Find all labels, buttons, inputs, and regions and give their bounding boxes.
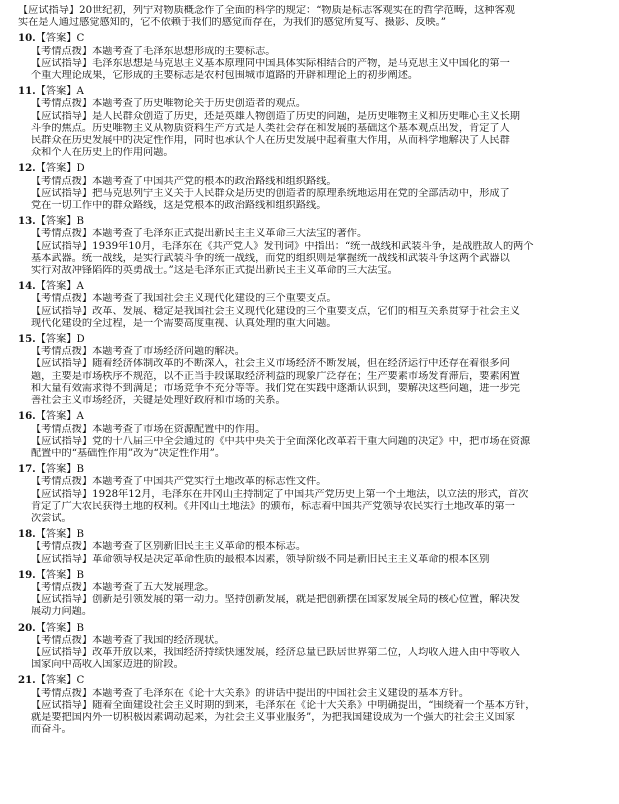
text-line bbox=[18, 70, 599, 82]
line-text: 【答案】B bbox=[35, 529, 84, 541]
line-text: 【应试指导】是人民群众创造了历史，还是英雄人物创造了历史的问题，是历史唯物主义和历史唯心主义长期 bbox=[31, 110, 520, 122]
text-line bbox=[18, 659, 599, 671]
line-text: 【应试指导】党的十八届三中全会通过的《中共中央关于全面深化改革若干重大问题的决定》中，把市场在资源 bbox=[31, 435, 531, 447]
line-text: 【答案】A bbox=[35, 86, 84, 98]
text-line bbox=[18, 228, 599, 240]
line-text: 众和个人在历史上的作用问题。 bbox=[31, 147, 174, 159]
line-text: 展动力问题。 bbox=[31, 606, 93, 618]
text-line bbox=[18, 241, 599, 253]
line-text: 【考情点拨】本题考查了市场在资源配置中的作用。 bbox=[31, 423, 266, 435]
line-text: 和大量有效需求得不到满足；市场竞争不充分等等。我们党在实践中逐渐认识到，要解决这些问题，进一步完 bbox=[31, 382, 520, 394]
line-text: 【应试指导】把马克思列宁主义关于人民群众是历史的创造者的原理系统地运用在党的全部活动中，形成了 bbox=[31, 187, 510, 199]
line-text: 【应试指导】改革、发展、稳定是我国社会主义现代化建设的三个重要支点，它们的相互关系贯穿于社会主义 bbox=[31, 305, 520, 317]
question-number: 13. bbox=[18, 215, 36, 228]
answer-item-q18 bbox=[18, 528, 599, 566]
answer-item-pre bbox=[18, 5, 599, 29]
question-number: 12. bbox=[18, 162, 36, 175]
line-text: 【答案】B bbox=[35, 622, 84, 634]
line-text: 【应试指导】1939年10月，毛泽东在《共产党人》发刊词》中指出：“统一战线和武装斗争，是战胜敌人的两个 bbox=[31, 240, 534, 252]
text-line bbox=[18, 32, 599, 45]
text-line bbox=[18, 489, 599, 501]
question-number: 15. bbox=[18, 333, 36, 346]
text-line bbox=[18, 501, 599, 513]
answer-item-q16 bbox=[18, 410, 599, 460]
line-text: 现代化建设的全过程，是一个需要高度重视、认真处理的重大问题。 bbox=[31, 317, 337, 329]
answer-item-q20 bbox=[18, 622, 599, 672]
text-line bbox=[18, 436, 599, 448]
line-text: 【考情点拨】本题考查了我国社会主义现代化建设的三个重要支点。 bbox=[31, 293, 337, 305]
line-text: 基本武器。统一战线，是实行武装斗争的统一战线，而党的组织则是掌握统一战线和武装斗争这两个武器以 bbox=[31, 252, 510, 264]
line-text: 党在一切工作中的群众路线，这是党根本的政治路线和组织路线。 bbox=[31, 200, 327, 212]
line-text: 【应试指导】20世纪初，列宁对物质概念作了全面的科学的规定：“物质是标志客观实在的哲学范畴，这种客观 bbox=[18, 5, 515, 16]
answer-item-q11 bbox=[18, 85, 599, 159]
text-line bbox=[18, 700, 599, 712]
line-text: 【答案】A bbox=[35, 411, 84, 423]
text-line bbox=[18, 513, 599, 525]
text-line bbox=[18, 346, 599, 358]
question-number: 16. bbox=[18, 410, 36, 423]
line-text: 【答案】C bbox=[35, 33, 85, 45]
line-text: 【应试指导】创新是引领发展的第一动力。坚持创新发展，就是把创新摆在国家发展全局的核心位置，解决发 bbox=[31, 594, 520, 606]
text-line bbox=[18, 424, 599, 436]
line-text: 【考情点拨】本题考查了中国共产党的根本的政治路线和组织路线。 bbox=[31, 175, 337, 187]
question-number: 11. bbox=[18, 85, 36, 98]
text-line bbox=[18, 253, 599, 265]
question-number: 20. bbox=[18, 621, 36, 634]
text-line bbox=[18, 318, 599, 330]
answer-item-q10 bbox=[18, 32, 599, 82]
text-line bbox=[18, 358, 599, 370]
question-number: 21. bbox=[18, 674, 36, 687]
line-text: 【考情点拨】本题考查了区别新旧民主主义革命的根本标志。 bbox=[31, 541, 307, 553]
text-line bbox=[18, 622, 599, 635]
text-line bbox=[18, 17, 599, 29]
text-line bbox=[18, 46, 599, 58]
line-text: 【应试指导】随着全面建设社会主义时期的到来，毛泽东在《论十大关系》中明确提出，“围绕着一个基本方针， bbox=[31, 699, 536, 711]
line-text: 【答案】A bbox=[35, 281, 84, 293]
answer-item-q14 bbox=[18, 280, 599, 330]
text-line bbox=[18, 200, 599, 212]
text-line bbox=[18, 111, 599, 123]
line-text: 【考情点拨】本题考查了中国共产党实行土地改革的标志性文件。 bbox=[31, 476, 327, 488]
text-line bbox=[18, 647, 599, 659]
text-line bbox=[18, 476, 599, 488]
answer-item-q19 bbox=[18, 569, 599, 619]
line-text: 民群众在历史发展中的决定性作用，同时也承认个人在历史发展中起着重大作用，从而科学地解决了人民群 bbox=[31, 135, 510, 147]
answer-item-q13 bbox=[18, 215, 599, 277]
text-line bbox=[18, 333, 599, 346]
text-line bbox=[18, 280, 599, 293]
line-text: 【答案】D bbox=[35, 163, 85, 175]
line-text: 就是要把国内外一切积极因素调动起来，为社会主义事业服务”，为把我国建设成为一个强大的社会主义国家 bbox=[31, 711, 516, 723]
line-text: 题，主要是市场秩序不规范，以不正当手段谋取经济利益的现象广泛存在；生产要素市场发育滞后，要素闲置 bbox=[31, 370, 520, 382]
text-line bbox=[18, 383, 599, 395]
text-line bbox=[18, 463, 599, 476]
line-text: 【答案】B bbox=[35, 464, 84, 476]
answer-item-q17 bbox=[18, 463, 599, 525]
line-text: 【应试指导】改革开放以来，我国经济持续快速发展，经济总量已跃居世界第二位，人均收入进入由中等收入 bbox=[31, 646, 520, 658]
line-text: 肯定了广大农民获得土地的权利。《井冈山土地法》的颁布，标志着中国共产党领导农民实行土地改革的第一 bbox=[31, 500, 515, 512]
line-text: 【答案】C bbox=[35, 675, 85, 687]
question-number: 19. bbox=[18, 568, 36, 581]
text-line bbox=[18, 448, 599, 460]
text-line bbox=[18, 371, 599, 383]
line-text: 【考情点拨】本题考查了我国的经济现状。 bbox=[31, 634, 225, 646]
line-text: 配置中的“基础性作用”改为“决定性作用”。 bbox=[31, 447, 226, 459]
text-line bbox=[18, 5, 599, 17]
text-line bbox=[18, 724, 599, 736]
line-text: 【答案】B bbox=[35, 216, 84, 228]
question-number: 14. bbox=[18, 280, 36, 293]
line-text: 【应试指导】革命领导权是决定革命性质的最根本因素，领导阶级不同是新旧民主主义革命的根本区别 bbox=[31, 553, 490, 565]
question-number: 17. bbox=[18, 463, 36, 476]
text-line bbox=[18, 147, 599, 159]
text-line bbox=[18, 528, 599, 541]
text-line bbox=[18, 85, 599, 98]
line-text: 【考情点拨】本题考查了市场经济问题的解决。 bbox=[31, 346, 245, 358]
line-text: 【考情点拨】本题考查了历史唯物论关于历史创造者的观点。 bbox=[31, 98, 307, 110]
text-line bbox=[18, 712, 599, 724]
text-line bbox=[18, 674, 599, 687]
line-text: 【应试指导】1928年12月，毛泽东在井冈山主持制定了中国共产党历史上第一个土地法，以立法的形式，首次 bbox=[31, 488, 529, 500]
question-number: 18. bbox=[18, 528, 36, 541]
line-text: 【应试指导】随着经济体制改革的不断深入，社会主义市场经济不断发展，但在经济运行中还存在着很多问 bbox=[31, 358, 510, 370]
text-line bbox=[18, 410, 599, 423]
text-line bbox=[18, 265, 599, 277]
answer-item-q12 bbox=[18, 162, 599, 212]
line-text: 【考情点拨】本题考查了毛泽东思想形成的主要标志。 bbox=[31, 45, 276, 57]
line-text: 实在是人通过感觉感知的，它不依赖于我们的感觉而存在，为我们的感觉所复写、摄影、反映。” bbox=[18, 17, 446, 29]
text-line bbox=[18, 58, 599, 70]
text-line bbox=[18, 395, 599, 407]
text-line bbox=[18, 135, 599, 147]
line-text: 【考情点拨】本题考查了毛泽东正式提出新民主主义革命三大法宝的著作。 bbox=[31, 228, 368, 240]
text-line bbox=[18, 635, 599, 647]
line-text: 次尝试。 bbox=[31, 512, 72, 524]
text-line bbox=[18, 541, 599, 553]
line-text: 【考情点拨】本题考查了毛泽东在《论十大关系》的讲话中提出的中国社会主义建设的基本方针。 bbox=[31, 687, 470, 699]
text-line bbox=[18, 306, 599, 318]
text-line bbox=[18, 123, 599, 135]
text-line bbox=[18, 606, 599, 618]
text-line bbox=[18, 582, 599, 594]
answer-item-q21 bbox=[18, 674, 599, 736]
answer-item-q15 bbox=[18, 333, 599, 407]
text-line bbox=[18, 215, 599, 228]
line-text: 而奋斗。 bbox=[31, 724, 72, 736]
text-line bbox=[18, 188, 599, 200]
line-text: 善社会主义市场经济，关键是处理好政府和市场的关系。 bbox=[31, 395, 286, 407]
question-number: 10. bbox=[18, 32, 36, 45]
text-line bbox=[18, 293, 599, 305]
text-line bbox=[18, 569, 599, 582]
line-text: 【应试指导】毛泽东思想是马克思主义基本原理同中国具体实际相结合的产物，是马克思主义中国化的第一 bbox=[31, 57, 510, 69]
line-text: 【答案】B bbox=[35, 569, 84, 581]
text-line bbox=[18, 594, 599, 606]
line-text: 个重大理论成果，它形成的主要标志是农村包围城市道路的开辟和理论上的初步阐述。 bbox=[31, 70, 419, 82]
text-line bbox=[18, 162, 599, 175]
text-line bbox=[18, 98, 599, 110]
line-text: 斗争的焦点。历史唯物主义从物质资料生产方式是人类社会存在和发展的基础这个基本观点出发，肯定了人 bbox=[31, 122, 510, 134]
text-line bbox=[18, 688, 599, 700]
line-text: 【考情点拨】本题考查了五大发展理念。 bbox=[31, 581, 215, 593]
text-line bbox=[18, 554, 599, 566]
line-text: 国家向中高收入国家迈进的阶段。 bbox=[31, 659, 184, 671]
line-text: 【答案】D bbox=[35, 334, 85, 346]
text-line bbox=[18, 176, 599, 188]
line-text: 实行对敌冲锋陷阵的英勇战士。”这是毛泽东正式提出新民主主义革命的三大法宝。 bbox=[31, 265, 398, 277]
